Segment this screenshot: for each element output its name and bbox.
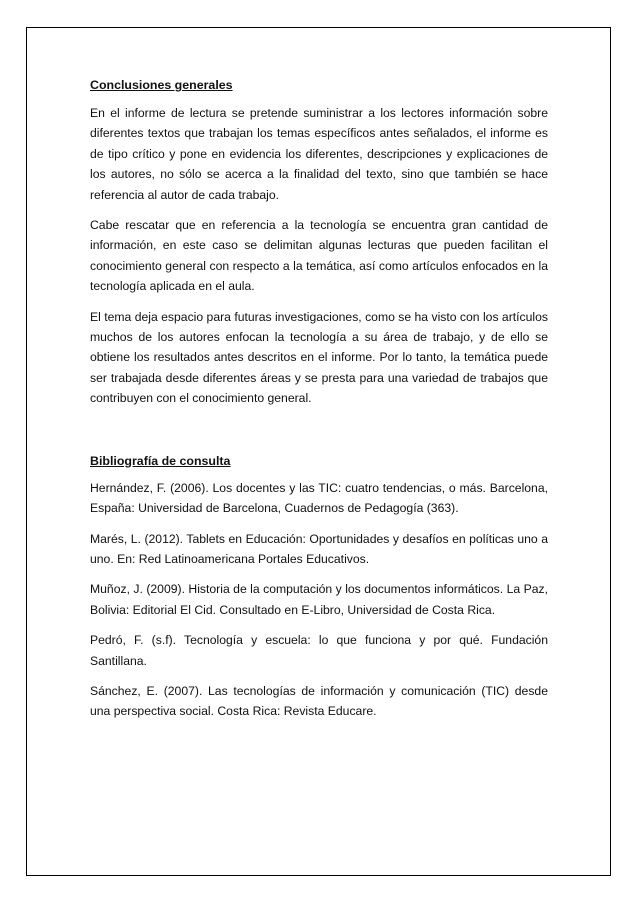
conclusions-paragraph: Cabe rescatar que en referencia a la tecnología se encuentra gran cantidad de información, en este caso se delimitan algunas lecturas que pueden facilitan el conocimiento general con respecto a la temática, así como artículos enfocados en la tecnología aplicada en el aula. — [90, 218, 548, 294]
bibliography-entry: Hernández, F. (2006). Los docentes y las TIC: cuatro tendencias, o más. Barcelona, España: Universidad de Barcelona, Cuadernos de Pedagogía (363). — [90, 480, 548, 516]
bibliography-entry: Sánchez, E. (2007). Las tecnologías de información y comunicación (TIC) desde una perspectiva social. Costa Rica: Revista Educare. — [90, 683, 548, 719]
conclusions-heading: Conclusiones generales — [90, 78, 233, 92]
conclusions-paragraph: En el informe de lectura se pretende suministrar a los lectores información sobre diferentes textos que trabajan los temas específicos antes señalados, el informe es de tipo crítico y pone en evidencia los diferentes, descripciones y explicaciones de los autores, no sólo se acerca a la finalidad del texto, sino que también se hace referencia al autor de cada trabajo. — [90, 106, 548, 202]
conclusions-paragraph: El tema deja espacio para futuras investigaciones, como se ha visto con los artículos muchos de los autores enfocan la tecnología a su área de trabajo, y de ello se obtiene los resultados antes descritos en el informe. Por lo tanto, la temática puede ser trabajada desde diferentes áreas y se presta para una variedad de trabajos que contribuyen con el conocimiento general. — [90, 309, 548, 406]
bibliography-entry: Pedró, F. (s.f). Tecnología y escuela: lo que funciona y por qué. Fundación Santillana. — [90, 633, 548, 668]
bibliography-entry: Muñoz, J. (2009). Historia de la computación y los documentos informáticos. La Paz, Bolivia: Editorial El Cid. Consultado en E-Libro, Universidad de Costa Rica. — [90, 582, 548, 617]
document-body — [90, 77, 548, 732]
bibliography-heading: Bibliografía de consulta — [90, 453, 231, 468]
bibliography-entry: Marés, L. (2012). Tablets en Educación: Oportunidades y desafíos en políticas uno a uno. En: Red Latinoamericana Portales Educativos. — [90, 531, 548, 566]
